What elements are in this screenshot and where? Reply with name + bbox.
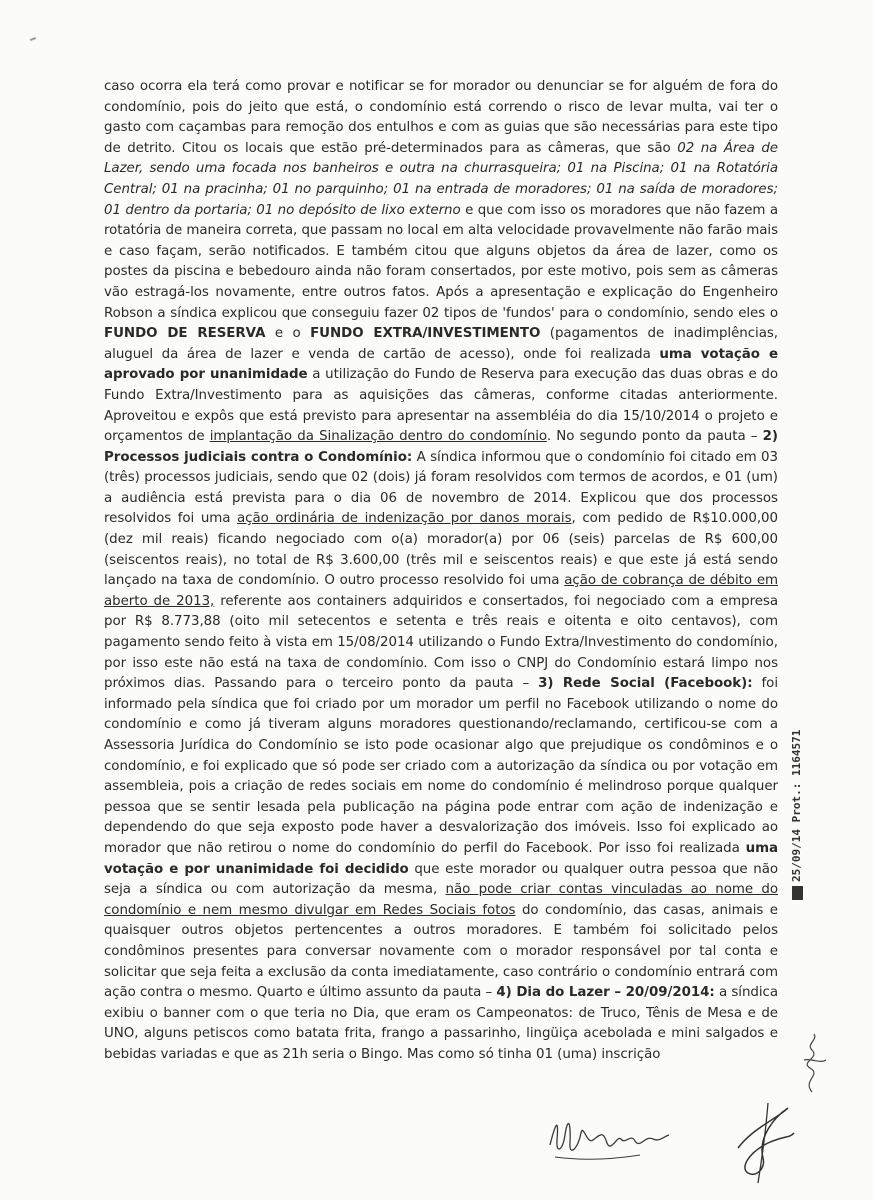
text-segment: referente aos containers adquiridos e consertados, foi negociado com a empresa por R$ 8.773,88 (oito mil setecentos e setenta e três reais e oitenta e oito centavos), com pagamento sendo feito à vista em 15/08/2014 utilizando o Fundo Extra/Investimento do condomínio, por isso este não está na taxa de condomínio. Com isso o CNPJ do Condomínio estará limpo nos próximos dias. Passando para o terceiro ponto da pauta –	[104, 593, 778, 692]
signature-1	[545, 1105, 675, 1165]
protocol-stamp	[790, 730, 803, 900]
text-segment: que este morador ou qualquer outra pessoa que não seja a síndica ou com autorização da mesma,	[104, 861, 778, 898]
text-segment: a utilização do Fundo de Reserva para execução das duas obras e do Fundo Extra/Investimento para as aquisições das câmeras, conforme citadas anteriormente. Aproveitou e expôs que está previsto para apresentar na assembléia do dia 15/10/2014 o projeto e orçamentos de	[104, 367, 778, 445]
text-segment: FUNDO DE RESERVA	[104, 326, 266, 342]
text-segment: FUNDO EXTRA/INVESTIMENTO	[310, 326, 541, 342]
text-segment: (pagamentos de inadimplências, aluguel da área de lazer e venda de cartão de acesso), onde foi realizada	[104, 326, 778, 362]
text-segment: , com pedido de R$10.000,00 (dez mil reais) ficando negociado com o(a) morador(a) por 06 (seis) parcelas de R$ 600,00 (seiscentos reais), no total de R$ 3.600,00 (três mil e seiscentos reais) e que este já está sendo lançado na taxa de condomínio. O outro processo resolvido foi uma	[104, 511, 778, 589]
margin-mark	[30, 37, 36, 41]
text-segment: 02 na Área de Lazer, sendo uma focada nos banheiros e outra na churrasqueira; 01 na Piscina; 01 na Rotatória Central; 01 na pracinha; 01 no parquinho; 01 na entrada de moradores; 01 na saída de moradores; 01 dentro da portaria; 01 no depósito de lixo externo	[104, 140, 778, 218]
text-segment: implantação da Sinalização dentro do condomínio	[209, 429, 547, 445]
text-segment: A síndica informou que o condomínio foi citado em 03 (três) processos judiciais, sendo que 02 (dois) já foram resolvidos com termos de acordos, e 01 (um) a audiência está prevista para o dia 06 de novembro de 2014. Explicou que dos processos resolvidos foi uma	[104, 449, 778, 527]
stamp-logo-icon	[792, 886, 803, 900]
text-segment: 4) Dia do Lazer – 20/09/2014:	[496, 985, 715, 1001]
signature-2	[728, 1088, 798, 1188]
minutes-body-text	[104, 77, 778, 1066]
text-segment: e que com isso os moradores que não fazem a rotatória de maneira correta, que passam no local em alta velocidade provavelmente não farão mais e caso façam, serão notificados. E também citou que alguns objetos da área de lazer, como os postes da piscina e bebedouro ainda não foram consertados, por este motivo, pois sem as câmeras vão estragá-los novamente, entre outros fatos. Após a apresentação e explicação do Engenheiro Robson a síndica explicou que conseguiu fazer 02 tipos de 'fundos' para o condomínio, sendo eles o	[104, 202, 778, 321]
text-segment: 2) Processos judiciais contra o Condomínio:	[104, 429, 778, 465]
text-segment: não pode criar contas vinculadas ao nome do condomínio e nem mesmo divulgar em Redes Sociais fotos	[104, 882, 778, 918]
text-segment: ação ordinária de indenização por danos morais	[237, 511, 572, 527]
initials	[792, 1030, 832, 1100]
text-segment: foi informado pela síndica que foi criado por um morador um perfil no Facebook utilizando o nome do condomínio e como já tiveram alguns moradores questionando/reclamando, certificou-se com a Assessoria Jurídica do Condomínio se isto pode ocasionar algo que prejudique os condôminos e o condomínio, e foi explicado que só pode ser criado com a autorização da síndica ou por votação em assembleia, pois a criação de redes sociais em nome do condomínio é melindroso porque qualquer pessoa que se sentir lesada pela publicação na página pode entrar com ação de indenização e dependendo do que seja exposto pode haver a desvalorização dos imóveis. Isso foi explicado ao morador que não retirou o nome do condomínio do perfil do Facebook. Por isso foi realizada	[104, 676, 778, 856]
minutes-paragraph	[104, 77, 778, 1066]
text-segment: . No segundo ponto da pauta –	[546, 429, 763, 445]
text-segment: e o	[265, 326, 311, 342]
text-segment: ação de cobrança de débito em aberto de 2013,	[104, 573, 779, 609]
text-segment: do condomínio, das casas, animais e quaisquer outros objetos pertencentes a outros moradores. E também foi solicitado pelos condôminos presentes para conversar novamente com o morador responsável por tal conta e solicitar que seja feita a exclusão da conta imediatamente, caso contrário o condomínio entrará com ação contra o mesmo. Quarto e último assunto da pauta –	[104, 902, 778, 1001]
text-segment: caso ocorra ela terá como provar e notificar se for morador ou denunciar se for alguém de fora do condomínio, pois do jeito que está, o condomínio está correndo o risco de levar multa, vai ter o gasto com caçambas para remoção dos entulhos e com as guias que são necessárias para este tipo de detrito. Citou os locais que estão pré-determinados para as câmeras, que são	[104, 79, 778, 156]
text-segment: uma votação e aprovado por unanimidade	[104, 346, 778, 383]
text-segment: 3) Rede Social (Facebook):	[538, 676, 753, 692]
protocol-stamp-text: 25/09/14 Prot.: 1164571	[790, 729, 803, 882]
text-segment: uma votação e por unanimidade foi decidido	[104, 840, 778, 877]
text-segment: a síndica exibiu o banner com o que teria no Dia, que eram os Campeonatos: de Truco, Tênis de Mesa e de UNO, alguns petiscos como batata frita, frango a passarinho, lingüiça acebolada e mini salgados e bebidas variadas e que as 21h seria o Bingo. Mas como só tinha 01 (uma) inscrição	[104, 985, 778, 1062]
